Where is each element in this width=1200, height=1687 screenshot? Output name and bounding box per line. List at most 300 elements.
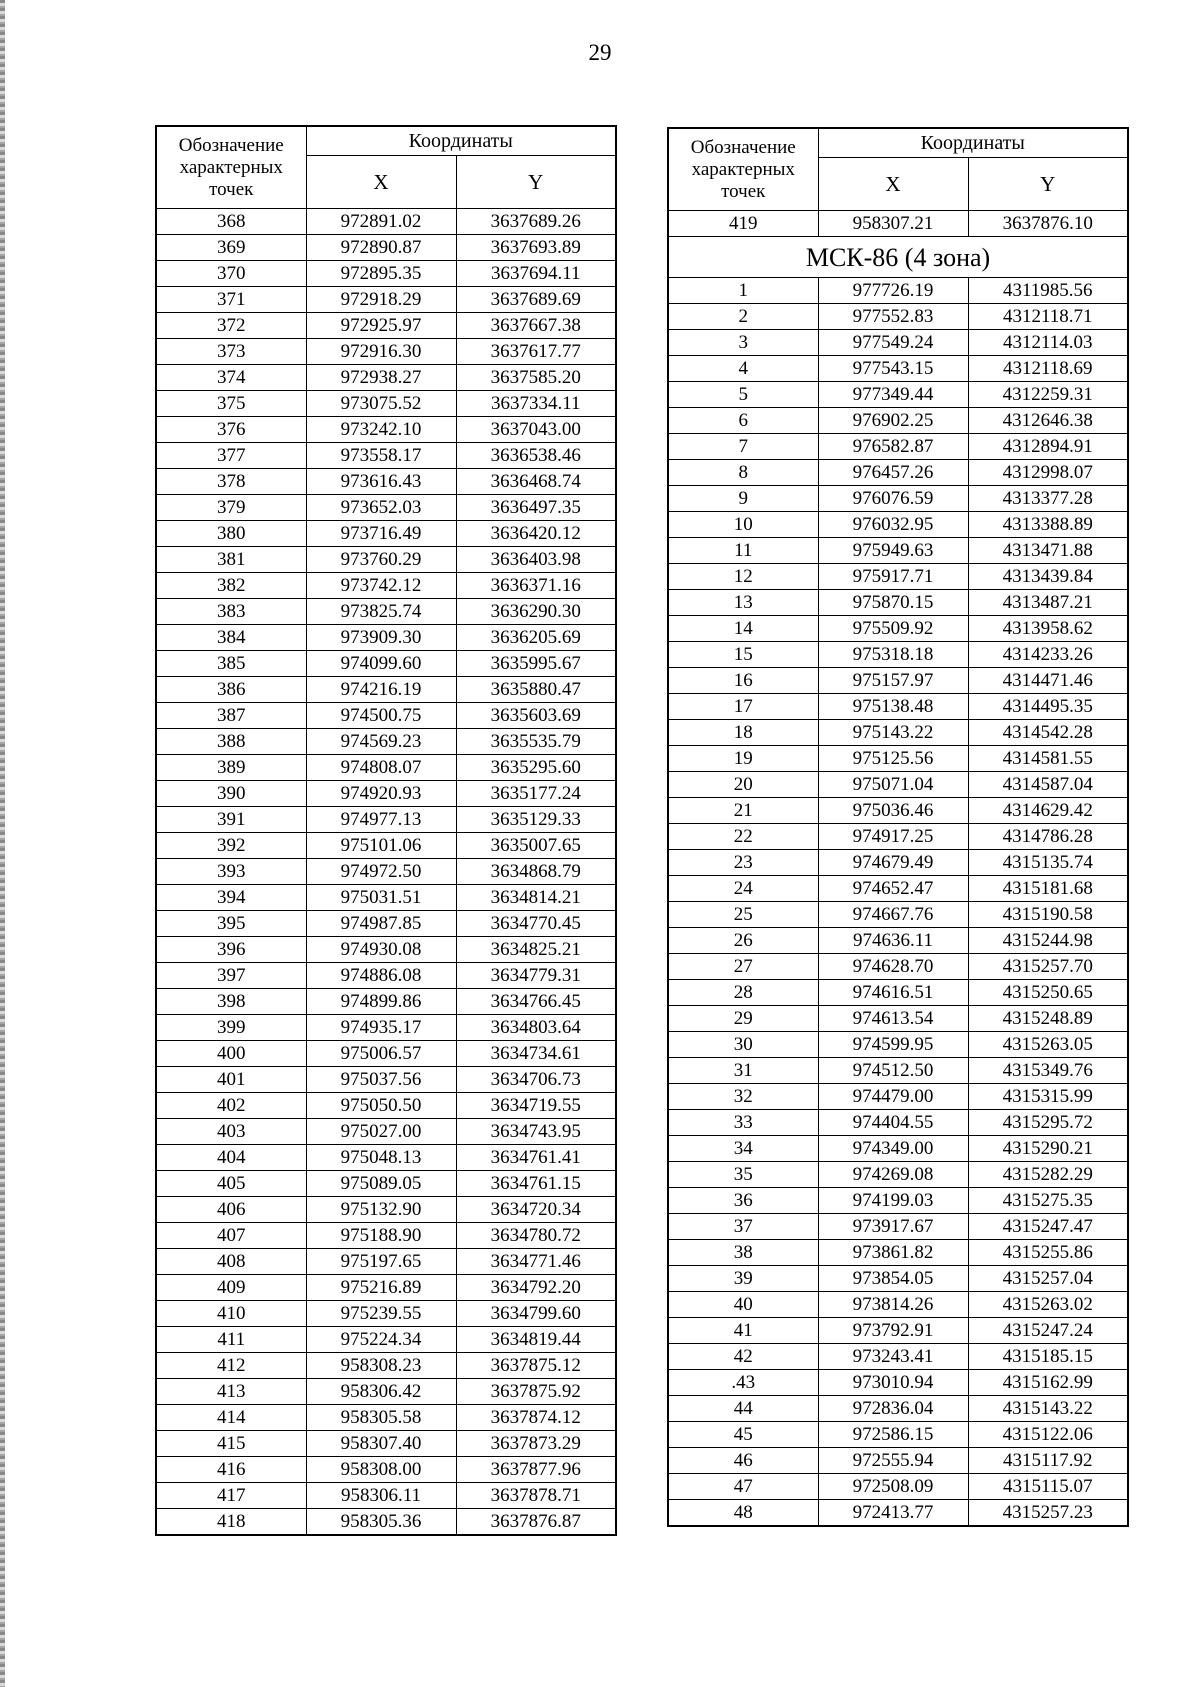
y-cell: 3637334.11 [456, 391, 616, 417]
y-cell: 4313439.84 [968, 564, 1128, 590]
x-cell: 977549.24 [818, 330, 968, 356]
table-row [156, 521, 616, 547]
x-cell: 973075.52 [306, 391, 456, 417]
x-cell: 972895.35 [306, 261, 456, 287]
y-cell: 3637585.20 [456, 365, 616, 391]
y-cell: 4315263.05 [968, 1032, 1128, 1058]
table-row [668, 1448, 1128, 1474]
table-row [156, 989, 616, 1015]
point-id-cell: 384 [156, 625, 306, 651]
table-row [668, 1136, 1128, 1162]
table-row [156, 1041, 616, 1067]
point-id-cell: 20 [668, 772, 818, 798]
table-row [156, 1093, 616, 1119]
point-id-cell: 8 [668, 460, 818, 486]
y-cell: 4315190.58 [968, 902, 1128, 928]
point-id-cell: 4 [668, 356, 818, 382]
x-cell: 974216.19 [306, 677, 456, 703]
y-cell: 4314629.42 [968, 798, 1128, 824]
table-row [668, 382, 1128, 408]
y-cell: 4315248.89 [968, 1006, 1128, 1032]
table-row [156, 287, 616, 313]
y-cell: 3634803.64 [456, 1015, 616, 1041]
x-cell: 973242.10 [306, 417, 456, 443]
y-cell: 3635880.47 [456, 677, 616, 703]
point-id-cell: 38 [668, 1240, 818, 1266]
y-cell: 3636538.46 [456, 443, 616, 469]
point-id-cell: 47 [668, 1474, 818, 1500]
table-row [156, 469, 616, 495]
y-cell: 4315162.99 [968, 1370, 1128, 1396]
table-row [668, 902, 1128, 928]
x-cell: 974667.76 [818, 902, 968, 928]
x-cell: 974972.50 [306, 859, 456, 885]
point-id-cell: 388 [156, 729, 306, 755]
point-id-cell: 15 [668, 642, 818, 668]
designation-header: Обозначение характерных точек [668, 128, 818, 211]
x-cell: 974599.95 [818, 1032, 968, 1058]
point-id-cell: 39 [668, 1266, 818, 1292]
x-cell: 975050.50 [306, 1093, 456, 1119]
table-row [156, 573, 616, 599]
table-row [668, 434, 1128, 460]
point-id-cell: 368 [156, 209, 306, 235]
table-row [156, 1327, 616, 1353]
point-id-cell: 26 [668, 928, 818, 954]
x-cell: 975509.92 [818, 616, 968, 642]
y-cell: 4315117.92 [968, 1448, 1128, 1474]
y-cell: 4312894.91 [968, 434, 1128, 460]
table-row [668, 850, 1128, 876]
point-id-cell: 31 [668, 1058, 818, 1084]
point-id-cell: 405 [156, 1171, 306, 1197]
table-row [668, 330, 1128, 356]
table-row [156, 547, 616, 573]
point-id-cell: 37 [668, 1214, 818, 1240]
table-row [668, 1422, 1128, 1448]
point-id-cell: 375 [156, 391, 306, 417]
y-cell: 3637694.11 [456, 261, 616, 287]
point-id-cell: 385 [156, 651, 306, 677]
x-cell: 976032.95 [818, 512, 968, 538]
table-row [668, 1292, 1128, 1318]
x-cell: 975143.22 [818, 720, 968, 746]
x-cell: 977349.44 [818, 382, 968, 408]
x-cell: 976902.25 [818, 408, 968, 434]
table-row [668, 486, 1128, 512]
x-cell: 958307.21 [818, 211, 968, 237]
point-id-cell: 19 [668, 746, 818, 772]
point-id-cell: 10 [668, 512, 818, 538]
point-id-cell: 416 [156, 1457, 306, 1483]
point-id-cell: 27 [668, 954, 818, 980]
x-cell: 972916.30 [306, 339, 456, 365]
y-cell: 3637617.77 [456, 339, 616, 365]
x-cell: 974479.00 [818, 1084, 968, 1110]
y-cell: 3634719.55 [456, 1093, 616, 1119]
table-row [668, 616, 1128, 642]
x-cell: 974569.23 [306, 729, 456, 755]
point-id-cell: 407 [156, 1223, 306, 1249]
point-id-cell: 48 [668, 1500, 818, 1527]
table-row [156, 391, 616, 417]
table-row [668, 1110, 1128, 1136]
x-cell: 975048.13 [306, 1145, 456, 1171]
point-id-cell: 411 [156, 1327, 306, 1353]
y-cell: 3637693.89 [456, 235, 616, 261]
table-row [156, 1145, 616, 1171]
x-cell: 975031.51 [306, 885, 456, 911]
x-cell: 974886.08 [306, 963, 456, 989]
x-cell: 974199.03 [818, 1188, 968, 1214]
y-header: Y [456, 156, 616, 209]
x-cell: 977543.15 [818, 356, 968, 382]
y-cell: 3634761.41 [456, 1145, 616, 1171]
point-id-cell: 372 [156, 313, 306, 339]
table-row [668, 1214, 1128, 1240]
x-cell: 972938.27 [306, 365, 456, 391]
point-id-cell: 370 [156, 261, 306, 287]
y-cell: 3634770.45 [456, 911, 616, 937]
point-id-cell: 35 [668, 1162, 818, 1188]
y-cell: 3637043.00 [456, 417, 616, 443]
table-row [156, 1119, 616, 1145]
y-cell: 3634743.95 [456, 1119, 616, 1145]
table-row [668, 460, 1128, 486]
x-cell: 975188.90 [306, 1223, 456, 1249]
point-id-cell: 32 [668, 1084, 818, 1110]
x-cell: 975089.05 [306, 1171, 456, 1197]
table-row [668, 954, 1128, 980]
x-cell: 973909.30 [306, 625, 456, 651]
scan-edge [0, 0, 5, 1687]
point-id-cell: 2 [668, 304, 818, 330]
x-cell: 973917.67 [818, 1214, 968, 1240]
table-row [156, 1431, 616, 1457]
y-cell: 3634792.20 [456, 1275, 616, 1301]
point-id-cell: 397 [156, 963, 306, 989]
x-cell: 973742.12 [306, 573, 456, 599]
point-id-cell: 413 [156, 1379, 306, 1405]
x-cell: 972508.09 [818, 1474, 968, 1500]
point-id-cell: 42 [668, 1344, 818, 1370]
table-row [156, 1353, 616, 1379]
x-cell: 973616.43 [306, 469, 456, 495]
table-row [156, 1509, 616, 1536]
y-cell: 4314233.26 [968, 642, 1128, 668]
table-row [156, 339, 616, 365]
y-cell: 3637875.92 [456, 1379, 616, 1405]
point-id-cell: 398 [156, 989, 306, 1015]
y-cell: 4314542.28 [968, 720, 1128, 746]
x-cell: 973814.26 [818, 1292, 968, 1318]
point-id-cell: 16 [668, 668, 818, 694]
y-cell: 3637689.69 [456, 287, 616, 313]
y-cell: 4315257.04 [968, 1266, 1128, 1292]
point-id-cell: 9 [668, 486, 818, 512]
y-cell: 3636290.30 [456, 599, 616, 625]
designation-header: Обозначение характерных точек [156, 126, 306, 209]
x-cell: 974930.08 [306, 937, 456, 963]
y-cell: 3637876.87 [456, 1509, 616, 1536]
coordinates-table-right [667, 127, 1129, 1527]
point-id-cell: 44 [668, 1396, 818, 1422]
table-header [668, 128, 1128, 211]
table-row [156, 651, 616, 677]
point-id-cell: 379 [156, 495, 306, 521]
y-cell: 4315244.98 [968, 928, 1128, 954]
point-id-cell: 383 [156, 599, 306, 625]
y-cell: 4314471.46 [968, 668, 1128, 694]
y-cell: 3634868.79 [456, 859, 616, 885]
x-cell: 973010.94 [818, 1370, 968, 1396]
table-row [668, 1318, 1128, 1344]
x-cell: 975132.90 [306, 1197, 456, 1223]
x-cell: 972918.29 [306, 287, 456, 313]
table-body [668, 211, 1128, 1527]
point-id-cell: 5 [668, 382, 818, 408]
y-cell: 4315290.21 [968, 1136, 1128, 1162]
table-row [668, 278, 1128, 304]
y-cell: 4315295.72 [968, 1110, 1128, 1136]
table-row [668, 1084, 1128, 1110]
y-cell: 4313958.62 [968, 616, 1128, 642]
table-row [156, 1067, 616, 1093]
x-cell: 973861.82 [818, 1240, 968, 1266]
coordinates-header: Координаты [818, 128, 1128, 158]
zone-title: МСК-86 (4 зона) [668, 237, 1128, 278]
x-cell: 973825.74 [306, 599, 456, 625]
point-id-cell: 13 [668, 590, 818, 616]
point-id-cell: 402 [156, 1093, 306, 1119]
table-row [668, 564, 1128, 590]
table-row [156, 1197, 616, 1223]
point-id-cell: 12 [668, 564, 818, 590]
y-cell: 4315250.65 [968, 980, 1128, 1006]
x-cell: 975239.55 [306, 1301, 456, 1327]
x-cell: 974628.70 [818, 954, 968, 980]
x-cell: 974512.50 [818, 1058, 968, 1084]
y-cell: 4313487.21 [968, 590, 1128, 616]
x-cell: 958306.42 [306, 1379, 456, 1405]
y-cell: 4312998.07 [968, 460, 1128, 486]
x-cell: 973558.17 [306, 443, 456, 469]
x-cell: 975027.00 [306, 1119, 456, 1145]
point-id-cell: 369 [156, 235, 306, 261]
y-cell: 4312118.71 [968, 304, 1128, 330]
table-row [668, 1006, 1128, 1032]
y-cell: 3636497.35 [456, 495, 616, 521]
y-cell: 4312118.69 [968, 356, 1128, 382]
point-id-cell: 391 [156, 807, 306, 833]
y-cell: 3637876.10 [968, 211, 1128, 237]
table-row [668, 1058, 1128, 1084]
y-cell: 3637873.29 [456, 1431, 616, 1457]
y-cell: 3636371.16 [456, 573, 616, 599]
x-cell: 975224.34 [306, 1327, 456, 1353]
table-row [668, 642, 1128, 668]
y-cell: 3636468.74 [456, 469, 616, 495]
y-cell: 4314495.35 [968, 694, 1128, 720]
table-row [668, 980, 1128, 1006]
y-cell: 3637878.71 [456, 1483, 616, 1509]
point-id-cell: 380 [156, 521, 306, 547]
x-cell: 973243.41 [818, 1344, 968, 1370]
point-id-cell: 415 [156, 1431, 306, 1457]
y-cell: 4312259.31 [968, 382, 1128, 408]
x-cell: 973854.05 [818, 1266, 968, 1292]
y-cell: 4315315.99 [968, 1084, 1128, 1110]
y-cell: 3636420.12 [456, 521, 616, 547]
point-id-cell: 21 [668, 798, 818, 824]
x-cell: 975216.89 [306, 1275, 456, 1301]
point-id-cell: 399 [156, 1015, 306, 1041]
y-cell: 3635177.24 [456, 781, 616, 807]
table-row [156, 859, 616, 885]
x-cell: 974500.75 [306, 703, 456, 729]
y-cell: 4314581.55 [968, 746, 1128, 772]
point-id-cell: 406 [156, 1197, 306, 1223]
table-row [156, 495, 616, 521]
y-cell: 3634720.34 [456, 1197, 616, 1223]
table-row [156, 443, 616, 469]
table-row [156, 885, 616, 911]
coordinates-table-left [155, 125, 617, 1536]
table-row [156, 755, 616, 781]
x-cell: 975125.56 [818, 746, 968, 772]
y-cell: 3634766.45 [456, 989, 616, 1015]
table-row [668, 694, 1128, 720]
table-row [668, 1396, 1128, 1422]
x-cell: 972891.02 [306, 209, 456, 235]
point-id-cell: 417 [156, 1483, 306, 1509]
y-cell: 3634761.15 [456, 1171, 616, 1197]
x-cell: 958306.11 [306, 1483, 456, 1509]
point-id-cell: 401 [156, 1067, 306, 1093]
y-cell: 3637875.12 [456, 1353, 616, 1379]
x-cell: 972925.97 [306, 313, 456, 339]
table-row [156, 677, 616, 703]
point-id-cell: 412 [156, 1353, 306, 1379]
point-id-cell: 14 [668, 616, 818, 642]
table-header [156, 126, 616, 209]
point-id-cell: 377 [156, 443, 306, 469]
table-row [156, 1405, 616, 1431]
coordinates-header: Координаты [306, 126, 616, 156]
table-row [668, 211, 1128, 237]
y-cell: 3637877.96 [456, 1457, 616, 1483]
y-cell: 3634814.21 [456, 885, 616, 911]
table-row [156, 625, 616, 651]
table-row [668, 928, 1128, 954]
x-cell: 975037.56 [306, 1067, 456, 1093]
point-id-cell: 36 [668, 1188, 818, 1214]
x-cell: 974977.13 [306, 807, 456, 833]
x-cell: 975036.46 [818, 798, 968, 824]
table-row [156, 1223, 616, 1249]
y-cell: 4314587.04 [968, 772, 1128, 798]
table-row [668, 1188, 1128, 1214]
point-id-cell: 376 [156, 417, 306, 443]
point-id-cell: 11 [668, 538, 818, 564]
x-cell: 974987.85 [306, 911, 456, 937]
x-cell: 975157.97 [818, 668, 968, 694]
table-row [156, 937, 616, 963]
table-row [156, 235, 616, 261]
y-cell: 4315143.22 [968, 1396, 1128, 1422]
x-cell: 974652.47 [818, 876, 968, 902]
table-row [156, 261, 616, 287]
table-row [156, 1171, 616, 1197]
table-row [156, 1249, 616, 1275]
point-id-cell: 34 [668, 1136, 818, 1162]
table-row [668, 1032, 1128, 1058]
point-id-cell: 40 [668, 1292, 818, 1318]
x-cell: 972555.94 [818, 1448, 968, 1474]
y-cell: 3634819.44 [456, 1327, 616, 1353]
table-row [156, 1275, 616, 1301]
point-id-cell: 396 [156, 937, 306, 963]
y-cell: 3637667.38 [456, 313, 616, 339]
table-row [156, 417, 616, 443]
table-row [668, 824, 1128, 850]
y-cell: 4315181.68 [968, 876, 1128, 902]
x-cell: 974920.93 [306, 781, 456, 807]
table-row [668, 1266, 1128, 1292]
point-id-cell: 395 [156, 911, 306, 937]
point-id-cell: 392 [156, 833, 306, 859]
point-id-cell: 393 [156, 859, 306, 885]
table-row [156, 729, 616, 755]
point-id-cell: 409 [156, 1275, 306, 1301]
y-cell: 3637689.26 [456, 209, 616, 235]
x-header: X [818, 158, 968, 211]
table-row [668, 772, 1128, 798]
table-row [156, 911, 616, 937]
table-row [156, 833, 616, 859]
table-row [668, 876, 1128, 902]
point-id-cell: 22 [668, 824, 818, 850]
x-cell: 972836.04 [818, 1396, 968, 1422]
point-id-cell: 378 [156, 469, 306, 495]
x-cell: 958308.00 [306, 1457, 456, 1483]
point-id-cell: 374 [156, 365, 306, 391]
point-id-cell: 25 [668, 902, 818, 928]
x-cell: 975138.48 [818, 694, 968, 720]
y-cell: 3634734.61 [456, 1041, 616, 1067]
point-id-cell: 410 [156, 1301, 306, 1327]
y-cell: 4315135.74 [968, 850, 1128, 876]
x-cell: 977552.83 [818, 304, 968, 330]
table-row [668, 1370, 1128, 1396]
y-cell: 4315275.35 [968, 1188, 1128, 1214]
table-row [668, 408, 1128, 434]
x-cell: 975197.65 [306, 1249, 456, 1275]
point-id-cell: 373 [156, 339, 306, 365]
x-cell: 975917.71 [818, 564, 968, 590]
x-cell: 972586.15 [818, 1422, 968, 1448]
point-id-cell: 404 [156, 1145, 306, 1171]
point-id-cell: 418 [156, 1509, 306, 1536]
x-cell: 973652.03 [306, 495, 456, 521]
point-id-cell: 381 [156, 547, 306, 573]
y-cell: 3635129.33 [456, 807, 616, 833]
x-cell: 974613.54 [818, 1006, 968, 1032]
point-id-cell: 23 [668, 850, 818, 876]
table-row [668, 668, 1128, 694]
point-id-cell: 394 [156, 885, 306, 911]
point-id-cell: 6 [668, 408, 818, 434]
